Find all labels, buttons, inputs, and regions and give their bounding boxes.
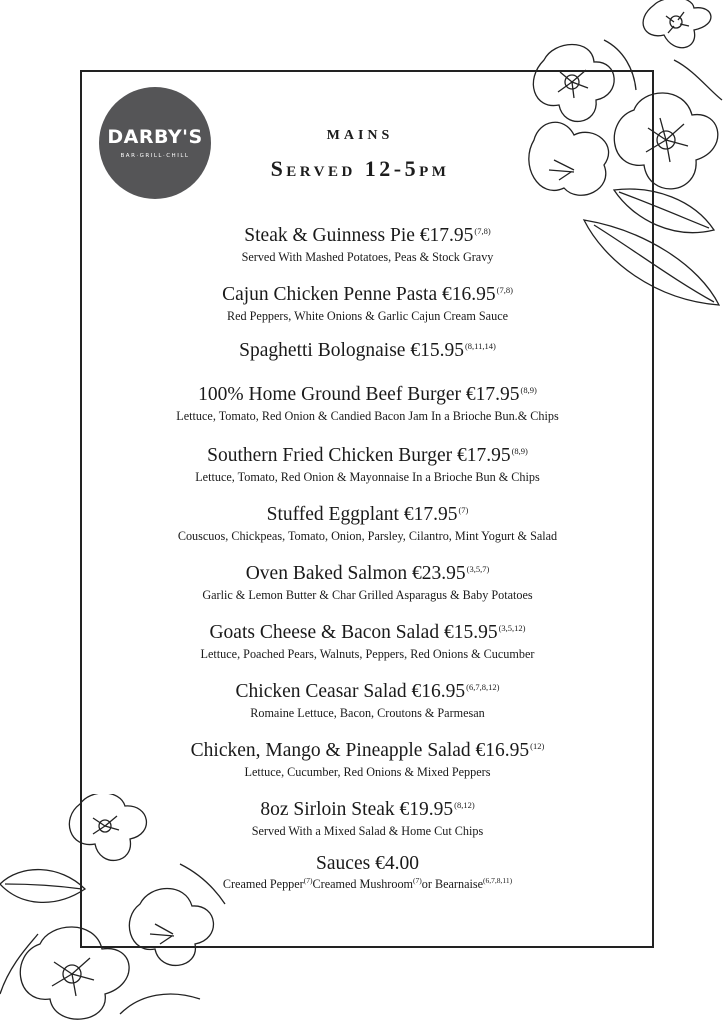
- logo-tagline: BAR·GRILL·CHILL: [120, 152, 190, 159]
- menu-item: [120, 675, 615, 734]
- item-allergens: (8,11,14): [464, 341, 496, 351]
- sauce-name: Creamed Mushroom: [312, 877, 414, 892]
- sauce-allergens: (6,7,8,11): [483, 876, 513, 885]
- item-allergens: (7,8): [496, 285, 513, 295]
- item-allergens: (3,5,12): [498, 623, 526, 633]
- item-description: Lettuce, Poached Pears, Walnuts, Peppers, Red Onions & Cucumber: [200, 647, 535, 661]
- menu-item: [120, 219, 615, 278]
- item-description: Romaine Lettuce, Bacon, Croutons & Parmesan: [250, 706, 485, 720]
- item-description: Lettuce, Tomato, Red Onion & Mayonnaise In a Brioche Bun & Chips: [195, 470, 540, 484]
- item-allergens: (6,7,8,12): [466, 682, 500, 692]
- item-name: Cajun Chicken Penne Pasta €16.95: [222, 284, 496, 305]
- item-description: Lettuce, Tomato, Red Onion & Candied Bacon Jam In a Brioche Bun.& Chips: [176, 409, 559, 423]
- item-name: Chicken, Mango & Pineapple Salad €16.95: [190, 740, 530, 761]
- item-name: Goats Cheese & Bacon Salad €15.95: [209, 622, 498, 643]
- item-name: 8oz Sirloin Steak €19.95: [260, 799, 454, 820]
- item-name: Spaghetti Bolognaise €15.95: [239, 340, 464, 361]
- serving-times: Served 12-5pm: [270, 156, 450, 181]
- item-allergens: (8,9): [511, 446, 528, 456]
- sauces-section: [120, 852, 615, 892]
- item-allergens: (8,9): [520, 385, 537, 395]
- menu-item: [120, 439, 615, 498]
- sauce-allergens: (7): [303, 876, 313, 885]
- menu-item: [120, 278, 615, 334]
- sauce-allergens: (7): [413, 876, 422, 885]
- item-name: 100% Home Ground Beef Burger €17.95: [198, 384, 520, 405]
- item-name: Steak & Guinness Pie €17.95: [244, 225, 474, 246]
- item-name: Stuffed Eggplant €17.95: [266, 504, 458, 525]
- menu-item: [120, 378, 615, 439]
- item-description: Served With Mashed Potatoes, Peas & Stock Gravy: [241, 250, 494, 264]
- section-heading: mains: [326, 122, 394, 144]
- sauces-title: Sauces €4.00: [316, 853, 419, 874]
- menu-item: [120, 616, 615, 675]
- item-name: Chicken Ceasar Salad €16.95: [235, 681, 466, 702]
- sauce-name: or Bearnaise: [421, 877, 484, 892]
- menu-item: [120, 334, 615, 378]
- item-description: Red Peppers, White Onions & Garlic Cajun Cream Sauce: [226, 309, 509, 323]
- menu-list: [120, 219, 615, 892]
- item-allergens: (3,5,7): [466, 564, 490, 574]
- item-name: Oven Baked Salmon €23.95: [245, 563, 466, 584]
- item-allergens: (12): [530, 741, 545, 751]
- menu-item: [120, 734, 615, 793]
- flower-icon: [643, 0, 711, 48]
- item-allergens: (8,12): [454, 800, 475, 810]
- item-name: Southern Fried Chicken Burger €17.95: [207, 445, 511, 466]
- sauce-name: Creamed Pepper: [222, 877, 304, 892]
- item-description: Couscuos, Chickpeas, Tomato, Onion, Parsley, Cilantro, Mint Yogurt & Salad: [177, 529, 558, 543]
- item-allergens: (7,8): [474, 226, 491, 236]
- item-allergens: (7): [458, 505, 469, 515]
- logo-name: DARBY'S: [107, 125, 203, 148]
- item-description: Garlic & Lemon Butter & Char Grilled Asparagus & Baby Potatoes: [202, 588, 533, 602]
- sauces-list: [120, 876, 615, 892]
- menu-item: [120, 557, 615, 616]
- item-description: Served With a Mixed Salad & Home Cut Chips: [251, 824, 484, 838]
- restaurant-logo: [99, 87, 211, 199]
- menu-item: [120, 793, 615, 852]
- item-description: Lettuce, Cucumber, Red Onions & Mixed Peppers: [244, 765, 491, 779]
- menu-item: [120, 498, 615, 557]
